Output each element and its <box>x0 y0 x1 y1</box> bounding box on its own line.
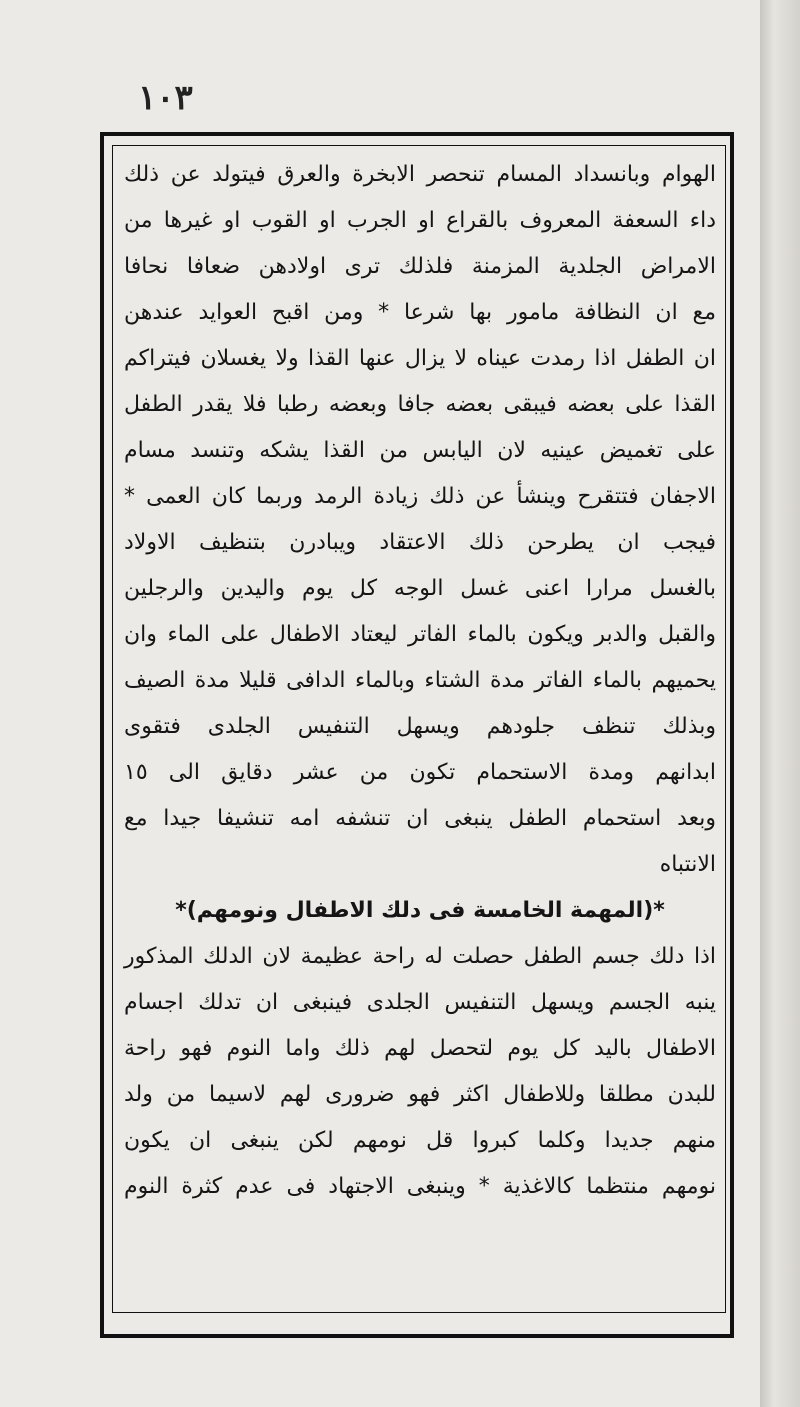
text-line: وبذلك تنظف جلودهم ويسهل التنفيس الجلدى فتقوى <box>124 714 716 739</box>
text-line: الهوام وبانسداد المسام تنحصر الابخرة والعرق فيتولد عن ذلك <box>124 162 716 187</box>
text-line: نومهم منتظما كالاغذية * وينبغى الاجتهاد فى عدم كثرة النوم <box>124 1174 716 1199</box>
text-line: على تغميض عينيه لان اليابس من القذا يشكه وتنسد مسام <box>124 438 716 463</box>
text-line: الامراض الجلدية المزمنة فلذلك ترى اولادهن ضعافا نحافا <box>124 254 716 279</box>
text-line: ان الطفل اذا رمدت عيناه لا يزال عنها القذا ولا يغسلان فيتراكم <box>124 346 716 371</box>
section-heading: *(المهمة الخامسة فى دلك الاطفال ونومهم)* <box>175 898 665 923</box>
text-line: فيجب ان يطرحن ذلك الاعتقاد ويبادرن بتنظيف الاولاد <box>124 530 716 555</box>
text-line: ينبه الجسم ويسهل التنفيس الجلدى فينبغى ان تدلك اجسام <box>124 990 716 1015</box>
text-line: اذا دلك جسم الطفل حصلت له راحة عظيمة لان الدلك المذكور <box>124 944 716 969</box>
text-line: الانتباه <box>659 852 716 877</box>
page-number: ١٠٣ <box>138 78 193 118</box>
text-body <box>120 152 720 1302</box>
text-line: الاطفال باليد كل يوم لتحصل لهم ذلك واما النوم فهو راحة <box>124 1036 716 1061</box>
text-line: مع ان النظافة مامور بها شرعا * ومن اقبح العوايد عندهن <box>124 300 716 325</box>
text-line: للبدن مطلقا وللاطفال اكثر فهو ضرورى لهم لاسيما من ولد <box>124 1082 716 1107</box>
text-line: منهم جديدا وكلما كبروا قل نومهم لكن ينبغى ان يكون <box>124 1128 716 1153</box>
text-line: داء السعفة المعروف بالقراع او الجرب او القوب او غيرها من <box>124 208 716 233</box>
text-line: ابدانهم ومدة الاستحمام تكون من عشر دقايق الى ١٥ <box>124 760 716 785</box>
text-line: الاجفان فتتقرح وينشأ عن ذلك زيادة الرمد وربما كان العمى * <box>124 484 716 509</box>
text-line: القذا على بعضه فيبقى بعضه جافا وبعضه رطبا فلا يقدر الطفل <box>124 392 716 417</box>
text-line: والقبل والدبر ويكون بالماء الفاتر ليعتاد الاطفال على الماء وان <box>124 622 716 647</box>
text-line: وبعد استحمام الطفل ينبغى ان تنشفه امه تنشيفا جيدا مع <box>124 806 716 831</box>
text-line: يحميهم بالماء الفاتر مدة الشتاء وبالماء الدافى قليلا مدة الصيف <box>124 668 716 693</box>
text-line: بالغسل مرارا اعنى غسل الوجه كل يوم واليدين والرجلين <box>124 576 716 601</box>
page-edge <box>760 0 800 1407</box>
